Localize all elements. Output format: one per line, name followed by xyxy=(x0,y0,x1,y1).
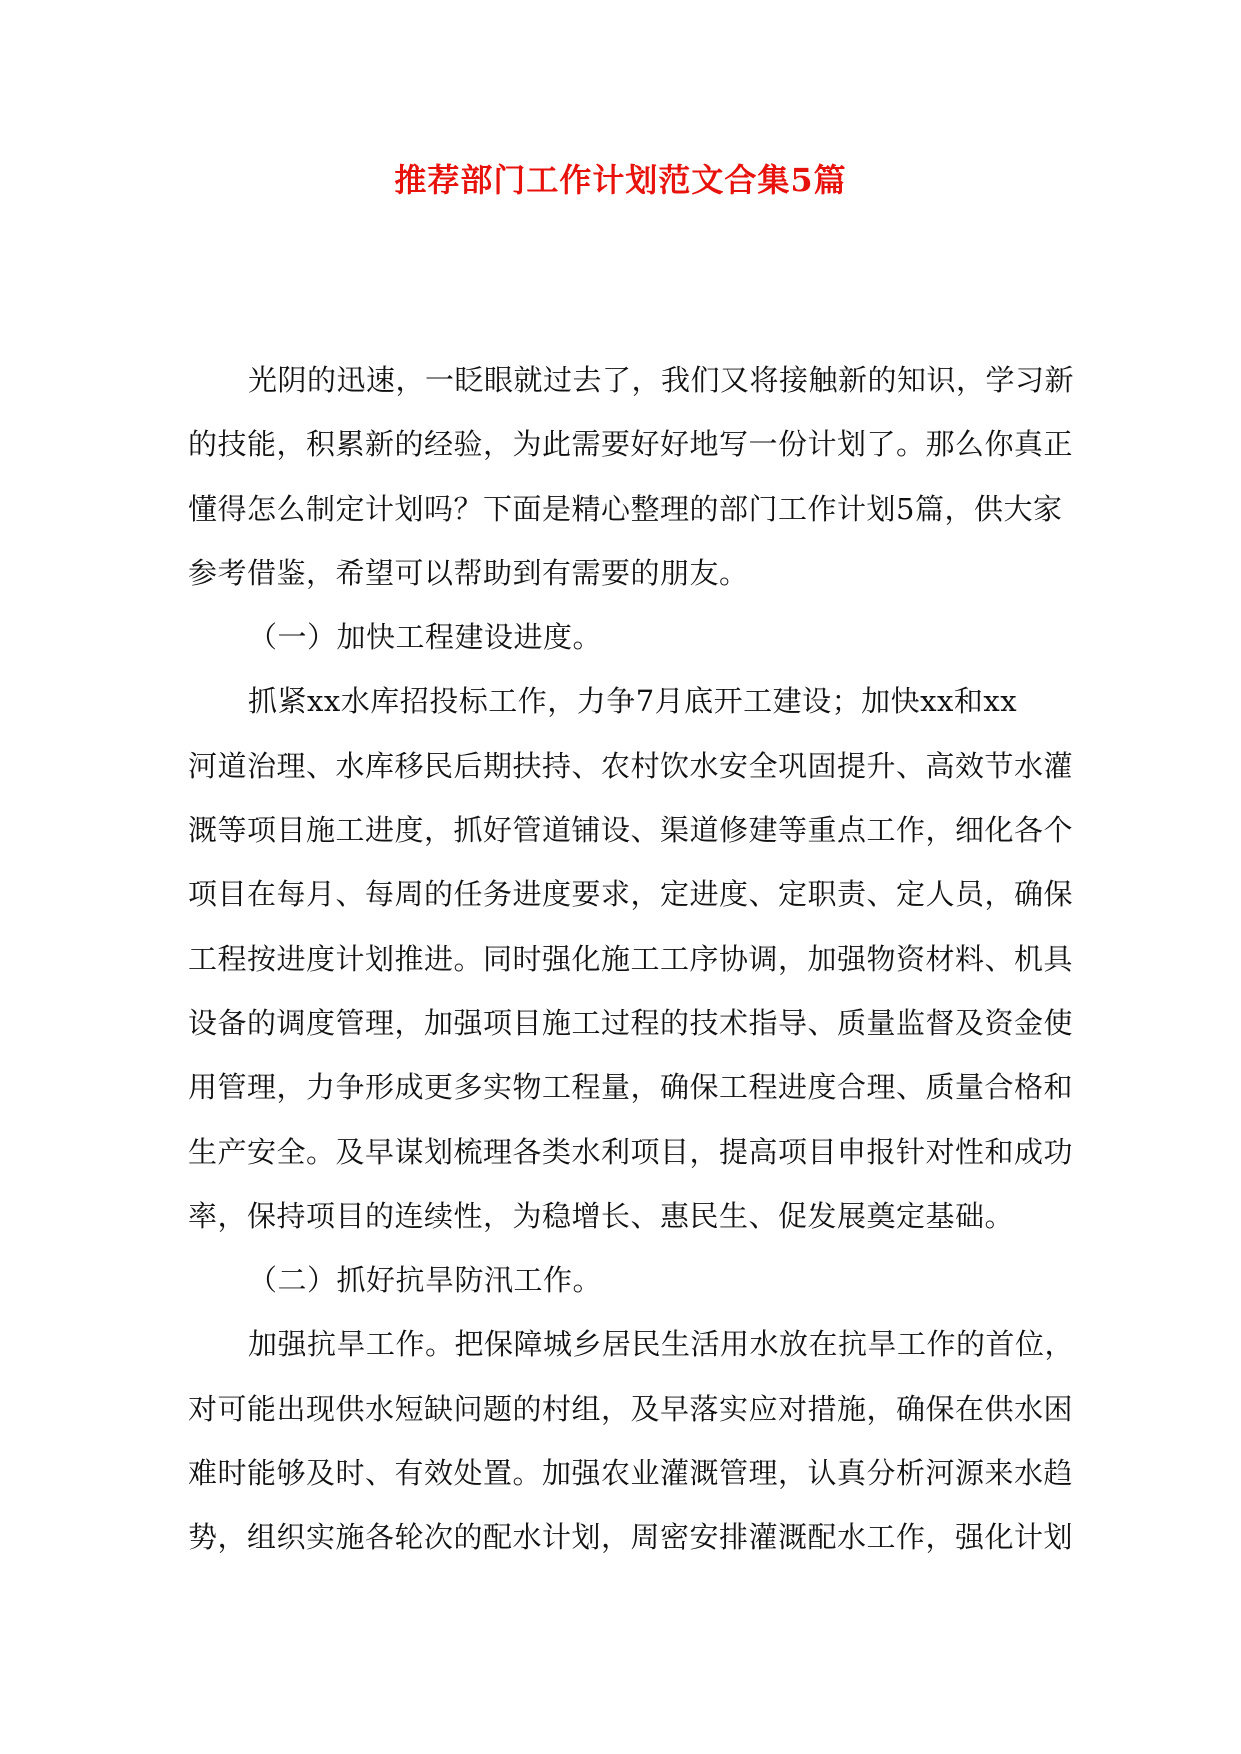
document-body xyxy=(188,348,1075,1570)
text-line: 抓紧xx水库招投标工作，力争7月底开工建设；加快xx和xx xyxy=(248,684,1018,719)
text-line: 率，保持项目的连续性，为稳增长、惠民生、促发展奠定基础。 xyxy=(188,1198,1015,1233)
section-heading: （一）加快工程建设进度。 xyxy=(248,620,603,655)
text-line: 势，组织实施各轮次的配水计划，周密安排灌溉配水工作，强化计划 xyxy=(188,1520,1074,1555)
text-line: 设备的调度管理，加强项目施工过程的技术指导、质量监督及资金使 xyxy=(188,1005,1074,1040)
text-line: 溉等项目施工进度，抓好管道铺设、渠道修建等重点工作，细化各个 xyxy=(188,813,1074,848)
page-title: 推荐部门工作计划范文合集5篇 xyxy=(394,161,847,199)
text-line: 难时能够及时、有效处置。加强农业灌溉管理，认真分析河源来水趋 xyxy=(188,1456,1074,1491)
text-line: 懂得怎么制定计划吗？下面是精心整理的部门工作计划5篇，供大家 xyxy=(188,491,1063,526)
text-line: 河道治理、水库移民后期扶持、农村饮水安全巩固提升、高效节水灌 xyxy=(188,748,1074,783)
text-line: 项目在每月、每周的任务进度要求，定进度、定职责、定人员，确保 xyxy=(188,877,1074,912)
text-line: 生产安全。及早谋划梳理各类水利项目，提高项目申报针对性和成功 xyxy=(188,1134,1074,1169)
section-heading: （二）抓好抗旱防汛工作。 xyxy=(248,1263,603,1298)
text-line: 对可能出现供水短缺问题的村组，及早落实应对措施，确保在供水困 xyxy=(188,1391,1074,1426)
text-line: 的技能，积累新的经验，为此需要好好地写一份计划了。那么你真正 xyxy=(188,427,1074,462)
text-line: 工程按进度计划推进。同时强化施工工序协调，加强物资材料、机具 xyxy=(188,941,1074,976)
text-line: 用管理，力争形成更多实物工程量，确保工程进度合理、质量合格和 xyxy=(188,1070,1074,1105)
text-line: 光阴的迅速，一眨眼就过去了，我们又将接触新的知识，学习新 xyxy=(248,363,1075,397)
text-line: 参考借鉴，希望可以帮助到有需要的朋友。 xyxy=(188,555,749,590)
text-line: 加强抗旱工作。把保障城乡居民生活用水放在抗旱工作的首位， xyxy=(248,1327,1075,1362)
